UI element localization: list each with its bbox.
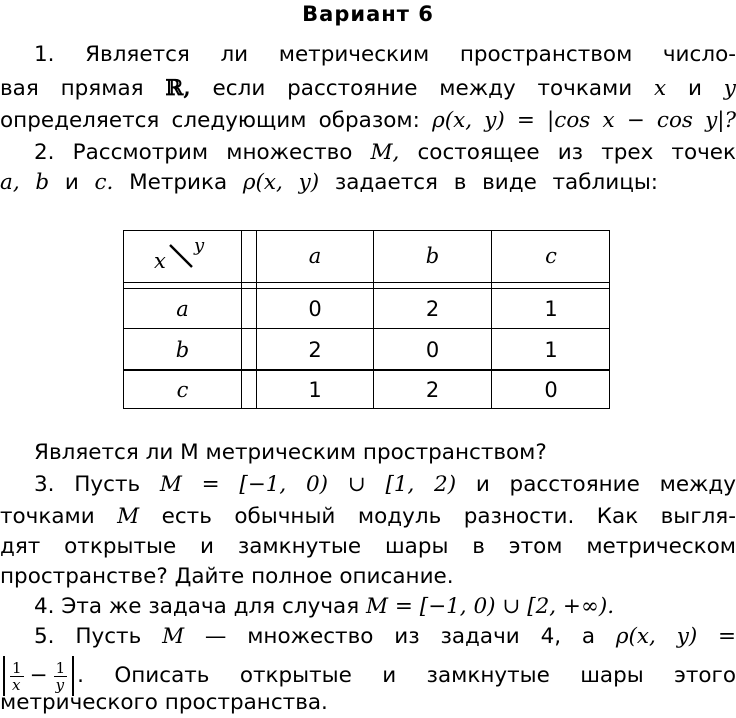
- word: множество: [247, 624, 374, 649]
- word: шары: [384, 534, 449, 559]
- problem-3-line-2: [0, 502, 736, 532]
- math-var: M,: [370, 140, 400, 165]
- set-formula: M = [−1, 0) ∪ [2, +∞).: [366, 594, 615, 619]
- table-row-label: c: [176, 378, 189, 402]
- table-row-label: a: [176, 297, 189, 321]
- metric-formula: ρ(x, y) = |cos x − cos y|?: [432, 108, 736, 133]
- word: и: [200, 534, 214, 559]
- word: точек: [671, 140, 736, 165]
- problem-number: 1.: [34, 42, 55, 67]
- problem-4-line: [0, 592, 736, 622]
- word: метрическом: [586, 534, 736, 559]
- table-row-label: b: [175, 338, 190, 362]
- table-hline: [124, 369, 609, 371]
- word: между: [439, 76, 516, 101]
- table-cell: 2: [425, 297, 440, 321]
- word: состоящее: [417, 140, 540, 165]
- table-hline: [124, 282, 609, 283]
- word: открытые: [64, 534, 177, 559]
- problem-5-line-3: [0, 688, 736, 718]
- word: обычный: [234, 504, 336, 529]
- table-vline: [241, 231, 242, 408]
- word: если: [212, 76, 266, 101]
- word: расстояние: [509, 472, 640, 497]
- word: Метрика: [129, 170, 228, 195]
- sentence: метрического пространства.: [0, 690, 328, 715]
- word: множество: [226, 140, 353, 165]
- question-text: Является ли M метрическим пространством?: [34, 440, 547, 465]
- problem-1-line-2: [0, 74, 736, 104]
- word: замкнутые: [237, 534, 362, 559]
- word: вая: [0, 76, 39, 101]
- table-cell: 1: [544, 297, 558, 321]
- math-var: M: [117, 504, 140, 529]
- table-cell: 1: [544, 338, 558, 362]
- word: модуль: [357, 504, 442, 529]
- metric-symbol: ρ(x, y): [242, 170, 320, 195]
- word: в: [472, 534, 485, 559]
- word: Является: [85, 42, 190, 67]
- table-header-cell: c: [545, 244, 557, 268]
- page-title: Вариант 6: [302, 2, 434, 26]
- sentence: 4. Эта же задача для случая: [34, 594, 360, 619]
- problem-2-line-1: [0, 138, 736, 168]
- word: разности.: [463, 504, 575, 529]
- math-var: x: [654, 76, 667, 101]
- table-cell: 2: [308, 338, 322, 362]
- word: а: [581, 624, 596, 649]
- word: и: [688, 76, 702, 101]
- word: Описать: [114, 663, 210, 688]
- word: этого: [674, 663, 736, 688]
- table-hline: [124, 288, 609, 289]
- word: в: [453, 170, 467, 195]
- problem-number: 2.: [34, 140, 55, 165]
- problem-1-line-1: [0, 40, 736, 70]
- word: число-: [662, 42, 736, 67]
- word: метрическим: [278, 42, 430, 67]
- problem-3-line-4: [0, 562, 736, 592]
- word: следующим: [171, 108, 307, 133]
- word: шары: [580, 663, 644, 688]
- word: Рассмотрим: [72, 140, 209, 165]
- problem-5-line-1: [0, 622, 736, 652]
- word: дят: [0, 534, 41, 559]
- problem-number: 3.: [34, 472, 55, 497]
- word: точками: [0, 504, 95, 529]
- word: и: [64, 170, 79, 195]
- word: виде: [482, 170, 537, 195]
- fraction-denominator: x: [12, 675, 21, 694]
- table-header-cell: b: [425, 244, 440, 268]
- metric-symbol: ρ(x, y) =: [615, 624, 736, 649]
- minus-sign: −: [29, 663, 48, 688]
- sentence: пространстве? Дайте полное описание.: [0, 564, 454, 589]
- set-formula: M = [−1, 0) ∪ [1, 2): [159, 472, 457, 497]
- word: задачи: [440, 624, 520, 649]
- word: открытые: [239, 663, 352, 688]
- math-var: c.: [94, 170, 114, 195]
- word: прямая: [60, 76, 144, 101]
- table-cell: 1: [308, 378, 322, 402]
- table-hline: [124, 328, 609, 329]
- math-var: y: [723, 76, 736, 101]
- problem-2-line-2: [0, 168, 658, 198]
- word: трех: [601, 140, 654, 165]
- table-corner-slash: [168, 241, 194, 271]
- table-corner-y: y: [194, 235, 205, 256]
- real-line-symbol: ℝ,: [165, 76, 191, 101]
- period: .: [77, 663, 84, 688]
- table-cell: 0: [308, 297, 322, 321]
- word: пространством: [459, 42, 633, 67]
- fraction-numerator: 1: [55, 658, 66, 677]
- word: из: [394, 624, 420, 649]
- word: выгля-: [660, 504, 736, 529]
- word: определяется: [0, 108, 160, 133]
- problem-number: 5.: [34, 624, 55, 649]
- table-cell: 2: [425, 378, 440, 402]
- word: расстояние: [287, 76, 418, 101]
- word: Как: [596, 504, 639, 529]
- metric-table: [123, 230, 610, 409]
- problem-1-line-3: [0, 106, 736, 136]
- word: таблицы:: [552, 170, 659, 195]
- word: точками: [537, 76, 633, 101]
- dash: —: [204, 624, 227, 649]
- word: есть: [161, 504, 212, 529]
- fraction-numerator: 1: [12, 658, 22, 677]
- problem-3-line-3: [0, 532, 736, 562]
- word: из: [557, 140, 584, 165]
- word: и: [475, 472, 490, 497]
- word: ли: [220, 42, 249, 67]
- table-header-cell: a: [308, 244, 322, 268]
- word: Пусть: [74, 472, 141, 497]
- word: этом: [508, 534, 563, 559]
- word: образом:: [318, 108, 420, 133]
- table-corner-x: x: [154, 249, 166, 273]
- math-var: b: [35, 170, 50, 195]
- table-cell: 0: [425, 338, 440, 362]
- word: между: [659, 472, 736, 497]
- math-var: M: [162, 624, 185, 649]
- table-cell: 0: [544, 378, 558, 402]
- problem-3-line-1: [0, 470, 736, 500]
- math-var: a,: [0, 170, 20, 195]
- word: 4,: [540, 624, 562, 649]
- word: Пусть: [75, 624, 142, 649]
- word: задается: [334, 170, 438, 195]
- fraction-denominator: y: [55, 675, 65, 694]
- word: замкнутые: [426, 663, 550, 688]
- word: и: [382, 663, 397, 688]
- problem-2-question: [0, 438, 736, 468]
